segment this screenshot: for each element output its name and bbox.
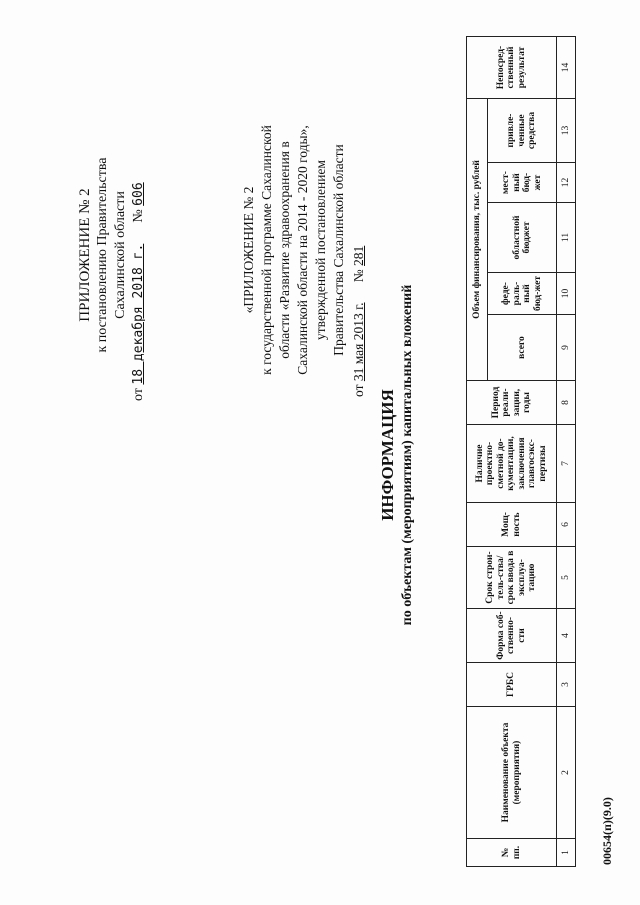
annex1-title: ПРИЛОЖЕНИЕ № 2 <box>77 188 93 322</box>
column-number: 5 <box>557 547 576 609</box>
annex2-line3: Сахалинской области на 2014 - 2020 годы», <box>295 125 310 375</box>
header-attracted: привле-ченные средства <box>488 99 557 163</box>
annex2-number: 281 <box>351 245 366 266</box>
column-number: 9 <box>557 315 576 381</box>
annex-header-1 <box>76 95 148 415</box>
column-number: 14 <box>557 37 576 99</box>
annex2-number-label: № <box>351 269 366 283</box>
header-federal: феде-раль-ный бюд-жет <box>488 273 557 315</box>
column-number: 12 <box>557 163 576 203</box>
header-name: Наименование объекта (мероприятия) <box>467 707 557 839</box>
column-number: 8 <box>557 381 576 425</box>
document-title: ИНФОРМАЦИЯ <box>378 389 397 521</box>
column-number-row <box>557 37 576 867</box>
column-number: 2 <box>557 707 576 839</box>
column-number: 11 <box>557 203 576 273</box>
annex2-line5: Правительства Сахалинской области <box>331 144 346 356</box>
annex2-line4: утвержденной постановлением <box>313 160 328 340</box>
column-number: 10 <box>557 273 576 315</box>
header-funding: Объем финансирования, тыс. рублей <box>467 99 488 381</box>
annex1-line1: к постановлению Правительства <box>95 157 110 353</box>
annex2-signature-line <box>350 85 368 415</box>
column-number: 6 <box>557 503 576 547</box>
column-number: 4 <box>557 609 576 663</box>
column-number: 3 <box>557 663 576 707</box>
header-period: Период реали-зации, годы <box>467 381 557 425</box>
annex2-line1: к государственной программе Сахалинской <box>259 125 274 375</box>
annex2-from-label: от <box>351 384 366 397</box>
header-local: мест-ный бюд-жет <box>488 163 557 203</box>
header-num: № пп. <box>467 839 557 867</box>
header-docs: Наличие проектно-сметной до-кументации, заключения главгосэкс-пертизы <box>467 425 557 503</box>
annex-header-2 <box>240 85 368 415</box>
column-number: 1 <box>557 839 576 867</box>
header-ownership: Форма соб-ственно-сти <box>467 609 557 663</box>
capital-investment-table <box>466 36 576 867</box>
header-term: Срок строи-тель-ства/срок ввода в эксплуа-тацию <box>467 547 557 609</box>
annex1-from-label: от <box>131 388 146 401</box>
annex2-date: 31 мая 2013 г. <box>351 302 366 382</box>
header-regional: областной бюджет <box>488 203 557 273</box>
header-capacity: Мощ-ность <box>467 503 557 547</box>
header-result: Непосред-ственный результат <box>467 37 557 99</box>
annex1-number-label: № <box>131 209 146 223</box>
table-header-row <box>467 37 488 867</box>
annex1-line2: Сахалинской области <box>113 191 128 319</box>
annex1-number: 606 <box>131 182 146 206</box>
column-number: 13 <box>557 99 576 163</box>
header-total: всего <box>488 315 557 381</box>
annex1-date: 18 декабря 2018 г. <box>131 243 146 385</box>
annex2-title: «ПРИЛОЖЕНИЕ № 2 <box>241 186 256 314</box>
annex2-line2: области «Развитие здравоохранения в <box>277 141 292 359</box>
document-subtitle: по объектам (мероприятиям) капитальных вложений <box>400 284 415 626</box>
column-number: 7 <box>557 425 576 503</box>
header-grbs: ГРБС <box>467 663 557 707</box>
document-footer-code: 00654(п)(9.0) <box>600 797 614 865</box>
annex1-signature-line <box>130 95 148 415</box>
